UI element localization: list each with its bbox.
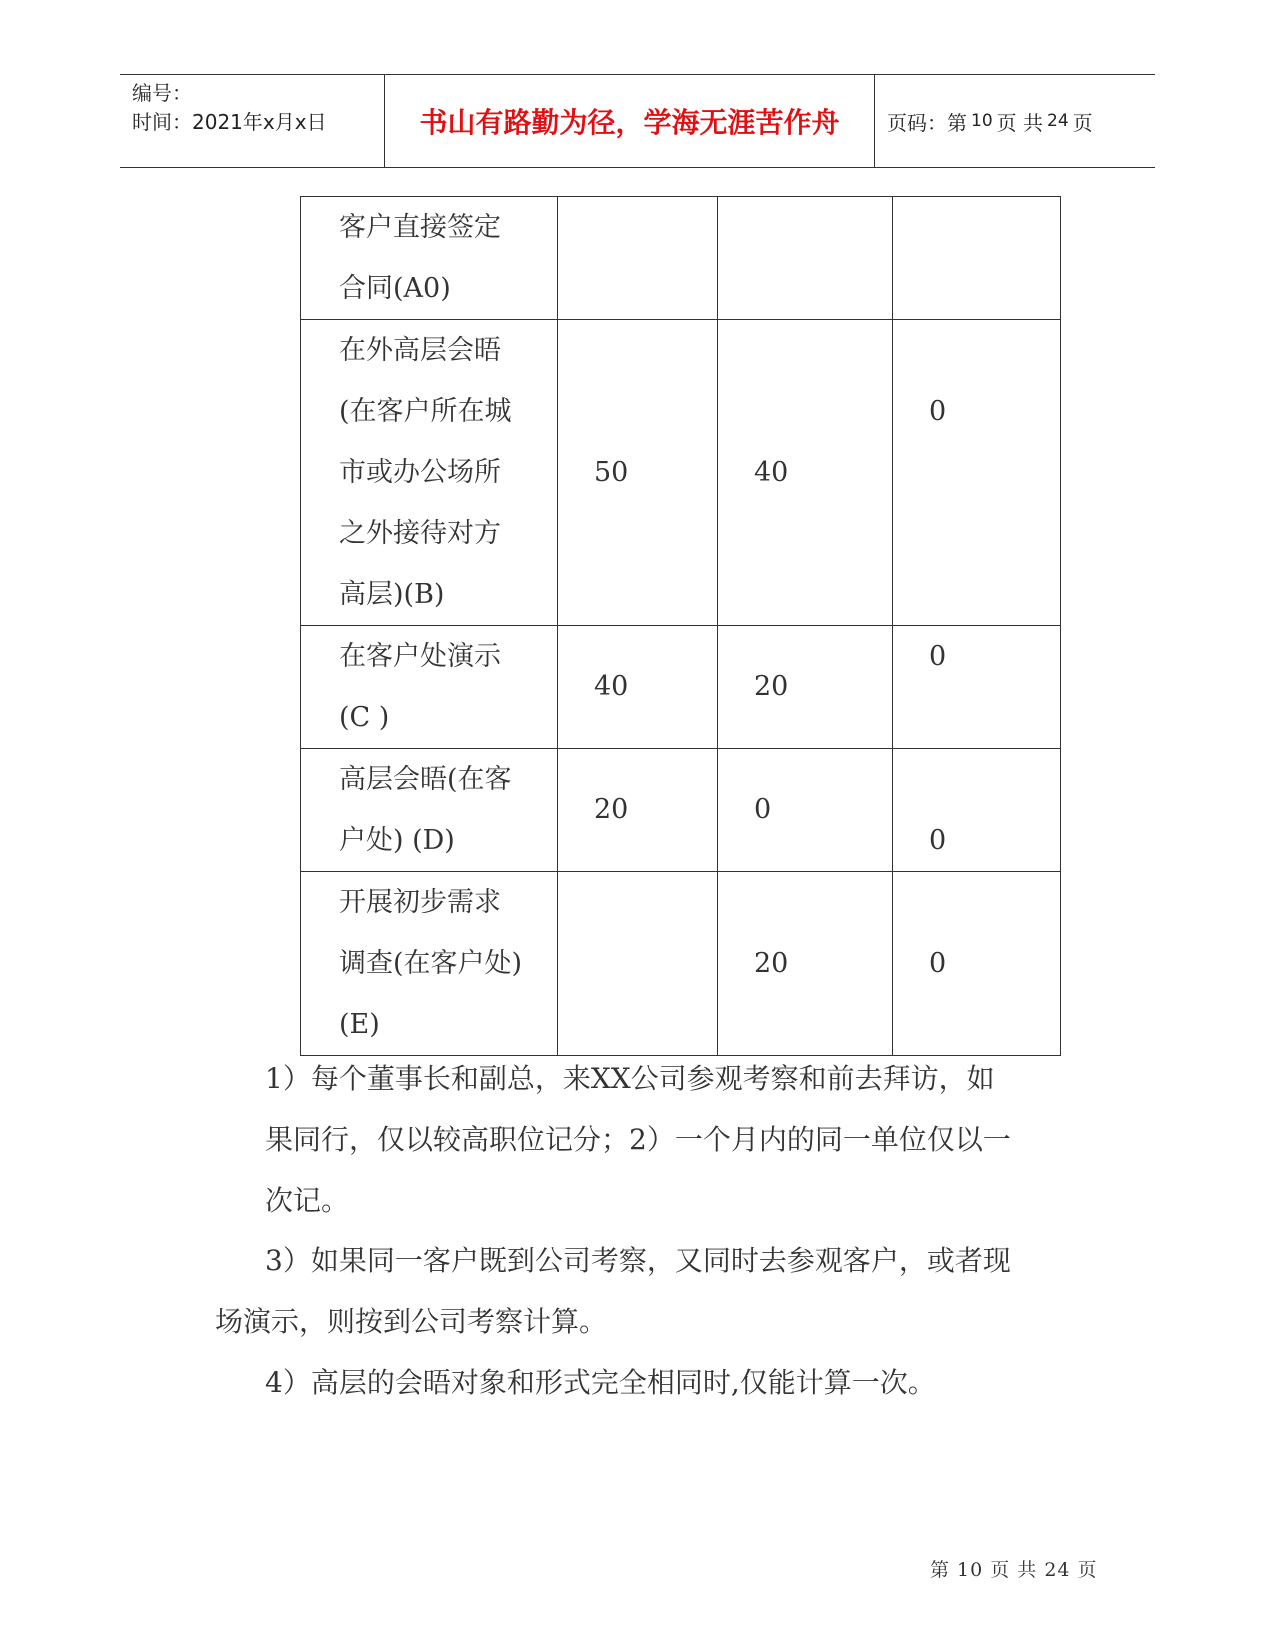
doc-number-label: 编号： (132, 81, 192, 105)
note-paragraph-2-cont: 场演示，则按到公司考察计算。 (215, 1305, 608, 1338)
doc-date-label: 时间：2021年x月x日 (132, 110, 327, 134)
value-cell (558, 872, 718, 1056)
table-row (301, 626, 1061, 749)
table-row (301, 320, 1061, 626)
value-cell: 0 (718, 749, 893, 872)
value-cell (718, 197, 893, 320)
header-motto: 书山有路勤为径，学海无涯苦作舟 (385, 75, 875, 167)
value-cell: 20 (558, 749, 718, 872)
page-current: 10 (971, 111, 993, 131)
value-cell: 40 (718, 320, 893, 626)
row-label-line: 在客户处演示 (339, 641, 501, 672)
row-label-line: 高层)(B) (339, 579, 445, 610)
row-label-cell (301, 872, 558, 1056)
scoring-table (300, 196, 1061, 1056)
page-total: 24 (1047, 111, 1069, 131)
row-label-line: 调查(在客户处) (339, 948, 523, 979)
page-footer: 第 10 页 共 24 页 (930, 1559, 1098, 1581)
value-cell: 0 (893, 320, 1061, 626)
value-cell: 0 (893, 626, 1061, 749)
row-label-cell (301, 626, 558, 749)
page-prefix: 页码：第 (887, 110, 967, 135)
row-label-line: 户处) (D) (339, 825, 455, 856)
value-cell: 40 (558, 626, 718, 749)
note-paragraph-2: 3）如果同一客户既到公司考察，又同时去参观客户，或者现 (265, 1244, 1011, 1277)
value-cell: 20 (718, 626, 893, 749)
header-page-indicator (875, 75, 1155, 167)
row-label-line: 高层会晤(在客 (339, 764, 512, 795)
row-label-line: (在客户所在城 (339, 396, 512, 427)
row-label-line: (C ) (339, 702, 390, 733)
table-row (301, 872, 1061, 1056)
value-cell: 0 (893, 749, 1061, 872)
value-cell (893, 197, 1061, 320)
row-label-line: 客户直接签定 (339, 212, 501, 243)
note-paragraph-1 (265, 1048, 1095, 1231)
row-label-line: 之外接待对方 (339, 518, 501, 549)
row-label-line: 市或办公场所 (339, 457, 501, 488)
row-label-line: (E) (339, 1009, 380, 1040)
page-suffix: 页 (1072, 110, 1093, 135)
header-meta (120, 75, 385, 167)
value-cell: 0 (893, 872, 1061, 1056)
value-cell: 50 (558, 320, 718, 626)
row-label-cell (301, 749, 558, 872)
note-line: 次记。 (265, 1184, 350, 1217)
note-paragraph-3: 4）高层的会晤对象和形式完全相同时,仅能计算一次。 (265, 1366, 936, 1399)
value-cell: 20 (718, 872, 893, 1056)
row-label-line: 合同(A0) (339, 273, 451, 304)
row-label-line: 开展初步需求 (339, 887, 501, 918)
note-line: 果同行，仅以较高职位记分；2）一个月内的同一单位仅以一 (265, 1123, 1011, 1156)
row-label-cell (301, 197, 558, 320)
table-row (301, 197, 1061, 320)
value-cell (558, 197, 718, 320)
table-row (301, 749, 1061, 872)
page-mid: 页 共 (996, 110, 1043, 135)
row-label-cell (301, 320, 558, 626)
page-header (120, 74, 1155, 168)
note-line: 1）每个董事长和副总，来XX公司参观考察和前去拜访，如 (265, 1062, 995, 1095)
row-label-line: 在外高层会晤 (339, 335, 501, 366)
